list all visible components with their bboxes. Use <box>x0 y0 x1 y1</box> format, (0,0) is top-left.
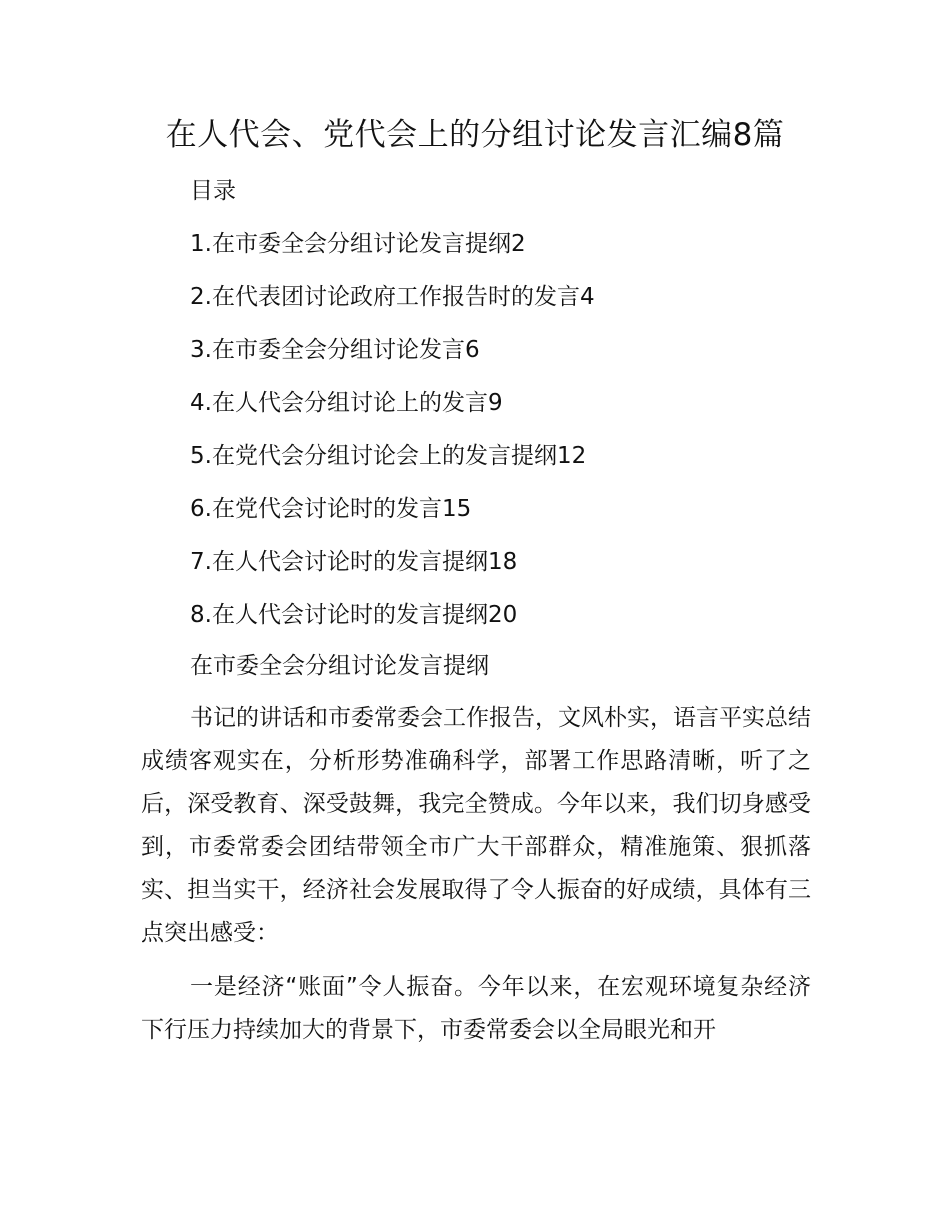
toc-item-6: 6.在党代会讨论时的发言15 <box>190 496 472 522</box>
toc-heading: 目录 <box>190 178 236 204</box>
toc-item-7: 7.在人代会讨论时的发言提纲18 <box>190 549 518 575</box>
toc-item-8: 8.在人代会讨论时的发言提纲20 <box>190 602 518 628</box>
table-of-contents <box>190 226 595 650</box>
toc-item-5: 5.在党代会分组讨论会上的发言提纲12 <box>190 443 587 469</box>
toc-item-1: 1.在市委全会分组讨论发言提纲2 <box>190 231 526 257</box>
body-paragraph-2: 一是经济“账面”令人振奋。今年以来，在宏观环境复杂经济下行压力持续加大的背景下，市委常委会以全局眼光和开 <box>141 974 811 1043</box>
section-heading: 在市委全会分组讨论发言提纲 <box>190 653 489 679</box>
toc-item-4: 4.在人代会分组讨论上的发言9 <box>190 390 503 416</box>
toc-item-2: 2.在代表团讨论政府工作报告时的发言4 <box>190 284 595 310</box>
body-paragraph-1: 书记的讲话和市委常委会工作报告，文风朴实，语言平实总结成绩客观实在，分析形势准确科学，部署工作思路清晰，听了之后，深受教育、深受鼓舞，我完全赞成。今年以来，我们切身感受到，市委常委会团结带领全市广大干部群众，精准施策、狠抓落实、担当实干，经济社会发展取得了令人振奋的好成绩，具体有三点突出感受： <box>141 705 811 946</box>
toc-item-3: 3.在市委全会分组讨论发言6 <box>190 337 480 363</box>
document-title: 在人代会、党代会上的分组讨论发言汇编8篇 <box>165 117 785 153</box>
